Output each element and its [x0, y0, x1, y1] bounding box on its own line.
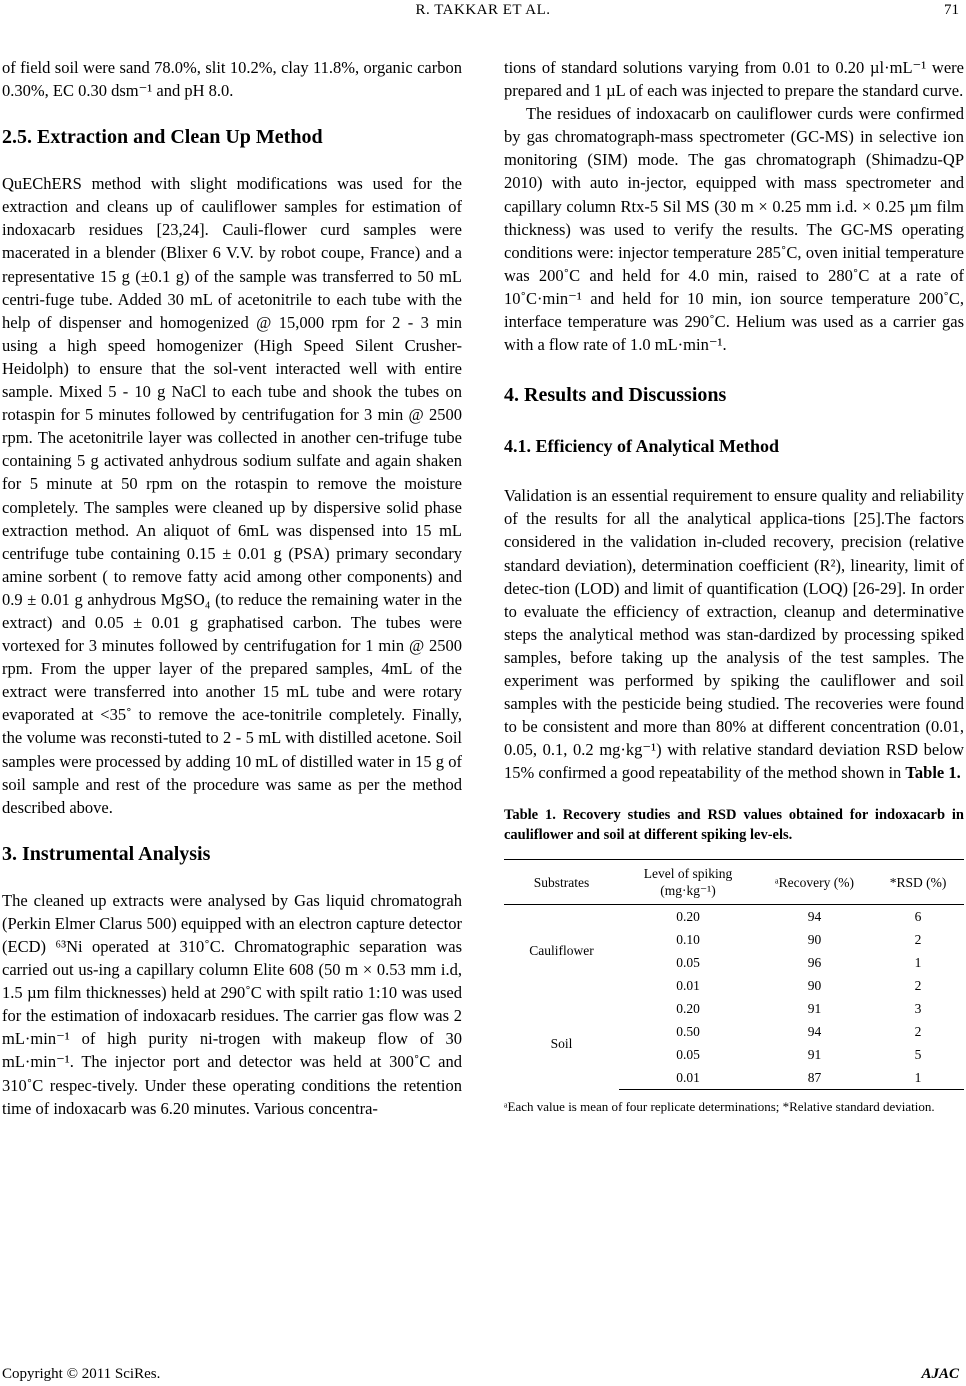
- section-4-heading: 4. Results and Discussions: [504, 384, 727, 407]
- page-header: [0, 0, 966, 30]
- cell-recovery: 91: [807, 1046, 822, 1062]
- section-4-1-paragraph: [504, 484, 964, 784]
- substrate-soil: Soil: [550, 1035, 573, 1051]
- section-3-heading: 3. Instrumental Analysis: [2, 842, 211, 865]
- cell-rsd: 1: [914, 954, 922, 970]
- table-header-row: [504, 860, 964, 905]
- cell-level: 0.01: [676, 977, 700, 993]
- cell-recovery: 90: [807, 931, 822, 947]
- intro-paragraph: of field soil were sand 78.0%, slit 10.2%, clay 11.8%, organic carbon 0.30%, EC 0.30 dsm⁻¹ and pH 8.0.: [2, 58, 462, 101]
- cell-level: 0.10: [676, 931, 700, 947]
- cell-level: 0.50: [676, 1023, 700, 1039]
- cell-rsd: 6: [914, 908, 922, 924]
- running-head: R. TAKKAR ET AL.: [415, 2, 551, 18]
- cell-level: 0.20: [676, 908, 700, 924]
- cell-level: 0.20: [676, 1000, 700, 1016]
- cell-rsd: 3: [914, 1000, 922, 1016]
- section-4-1-heading: 4.1. Efficiency of Analytical Method: [504, 436, 779, 457]
- left-column: [2, 56, 462, 1120]
- page-number: 71: [944, 2, 959, 18]
- cell-recovery: 90: [807, 977, 822, 993]
- cell-rsd: 2: [914, 977, 922, 993]
- header-rsd: *RSD (%): [872, 860, 964, 905]
- cell-recovery: 96: [807, 954, 822, 970]
- gcms-paragraph: The residues of indoxacarb on cauliflower curds were confirmed by gas chromatograph-mass spectrometer (GC-MS) in selective ion monitoring (SIM) mode. The gas chromatograph (Shimadzu-QP 2010) with auto in-jector, equipped with mass spectrometer and capillary column Rtx-5 Sil MS (30 m × 0.25 mm i.d. × 0.25 µm film thickness) was used to verify the results. The GC-MS operating conditions were: injector temperature 285˚C, oven initial temperature was 200˚C and held for 4.0 min, raised to 280˚C at a rate of 10˚C·min⁻¹ and held for 10 min, ion source temperature 200˚C, interface temperature was 290˚C. Helium was used as a carrier gas with a flow rate of 1.0 mL·min⁻¹.: [504, 104, 964, 355]
- copyright-notice: Copyright © 2011 SciRes.: [2, 1366, 161, 1382]
- table-1-reference: Table 1.: [905, 763, 961, 783]
- table-row: [504, 905, 964, 929]
- cell-rsd: 5: [914, 1046, 922, 1062]
- journal-abbreviation: AJAC: [921, 1366, 959, 1382]
- table-row: [504, 997, 964, 1020]
- right-column: [504, 56, 964, 1116]
- cell-rsd: 2: [914, 931, 922, 947]
- header-level: Level of spiking (mg·kg⁻¹): [619, 860, 757, 905]
- section-3-paragraph: The cleaned up extracts were analysed by Gas liquid chromatograh (Perkin Elmer Clarus 500) equipped with an electron capture detector (ECD) ⁶³Ni operated at 310˚C. Chromatographic separation was carried out us-ing a capillary column Elite 608 (50 m × 0.53 mm i.d, 1.5 µm film thicknesses) held at 290˚C with spilt ratio 1:10 was used for the estimation of indoxacarb residues. The carrier gas flow was 2 mL·min⁻¹ of high purity ni-trogen with makeup flow of 30 mL·min⁻¹. The injector port and detector was held at 300˚C and 310˚C respec-tively. Under these operating conditions the retention time of indoxacarb was 6.20 minutes. Various concentra-: [2, 890, 462, 1118]
- substrate-cauliflower: Cauliflower: [529, 943, 594, 959]
- section-2-5-paragraph: QuEChERS method with slight modifications was used for the extraction and cleans up of cauliflower samples for estimation of indoxacarb residues [23,24]. Cauli-flower curd samples were macerated in a blender (Blixer 6 V.V. by robot coupe, France) and a representative 15 g (±0.1 g) of the sample was transferred to 50 mL centri-fuge tube. Added 30 mL of acetonitrile to each tube with the help of dispenser and homogenized @ 15,000 rpm for 2 - 3 min using a high speed homogenizer (High Speed Silent Crusher-Heidolph) to ensure that the sol-vent interacted well with entire sample. Mixed 5 - 10 g NaCl to each tube and shook the tubes on rotaspin for 5 minutes followed by centrifugation for 3 min @ 2500 rpm. The acetonitrile layer was collected in another cen-trifuge tube containing 5 g activated anhydrous sodium sulfate and again shaken for 5 minute at 50 rpm on the rotaspin to remove the moisture completely. The samples were cleaned up by dispersive solid phase extraction method. An aliquot of 6mL was dispensed into 15 mL centrifuge tube containing 0.15 ± 0.01 g (PSA) primary secondary amine sorbent ( to remove fatty acid among other components) and 0.9 ± 0.01 g anhydrous MgSO₄ (to reduce the remaining water in the extract) and 0.05 ± 0.01 g graphatised carbon. The tubes were vortexed for 3 minutes followed by centrifugation for 1 min @ 2500 rpm. From the upper layer of the prepared samples, 4mL of the extract were transferred into another 15 mL tube and were rotary evaporated at <35˚ to remove the ace-tonitrile completely. Finally, the volume was reconsti-tuted to 2 - 5 mL with distilled acetone. Soil samples were processed by adding 10 mL of distilled water in 15 g of soil sample and rest of the procedure was same as per the method described above.: [2, 174, 462, 817]
- table-1-footnote: ᵃEach value is mean of four replicate determinations; *Relative standard deviation.: [504, 1099, 935, 1115]
- continued-paragraph: tions of standard solutions varying from 0.01 to 0.20 µl·mL⁻¹ were prepared and 1 µL of each was injected to prepare the standard curve.: [504, 58, 964, 101]
- table-1-caption: Table 1. Recovery studies and RSD values obtained for indoxacarb in cauliflower and soil at different spiking lev-els.: [504, 807, 964, 843]
- page-footer: [0, 1366, 966, 1386]
- cell-rsd: 2: [914, 1023, 922, 1039]
- section-2-5-heading: 2.5. Extraction and Clean Up Method: [2, 126, 323, 149]
- section-4-1-text: Validation is an essential requirement to ensure quality and reliability of the results for all the analytical applica-tions [25].The factors considered in the validation in-cluded recovery, precision (relative standard deviation), determination coefficient (R²), linearity, limit of detec-tion (LOD) and limit of quantification (LOQ) [26-29]. In order to evaluate the efficiency of extraction, cleanup and determinative steps the analytical method was stan-dardized by processing spiked samples, before taking up the analysis of the test samples. The experiment was performed by spiking the cauliflower and soil samples with the pesticide being studied. The recoveries were found to be consistent and more than 80% at different concentration (0.01, 0.05, 0.1, 0.2 mg·kg⁻¹) with relative standard deviation RSD below 15% confirmed a good repeatability of the method shown in: [504, 486, 964, 783]
- cell-recovery: 87: [757, 1066, 872, 1090]
- cell-recovery: 94: [807, 908, 822, 924]
- header-substrates: Substrates: [504, 860, 619, 905]
- cell-rsd: 1: [872, 1066, 964, 1090]
- table-1: [504, 859, 964, 1090]
- cell-recovery: 94: [807, 1023, 822, 1039]
- header-recovery: ᵃRecovery (%): [757, 860, 872, 905]
- cell-level: 0.05: [676, 954, 700, 970]
- cell-level: 0.05: [676, 1046, 700, 1062]
- cell-level: 0.01: [619, 1066, 757, 1090]
- cell-recovery: 91: [807, 1000, 822, 1016]
